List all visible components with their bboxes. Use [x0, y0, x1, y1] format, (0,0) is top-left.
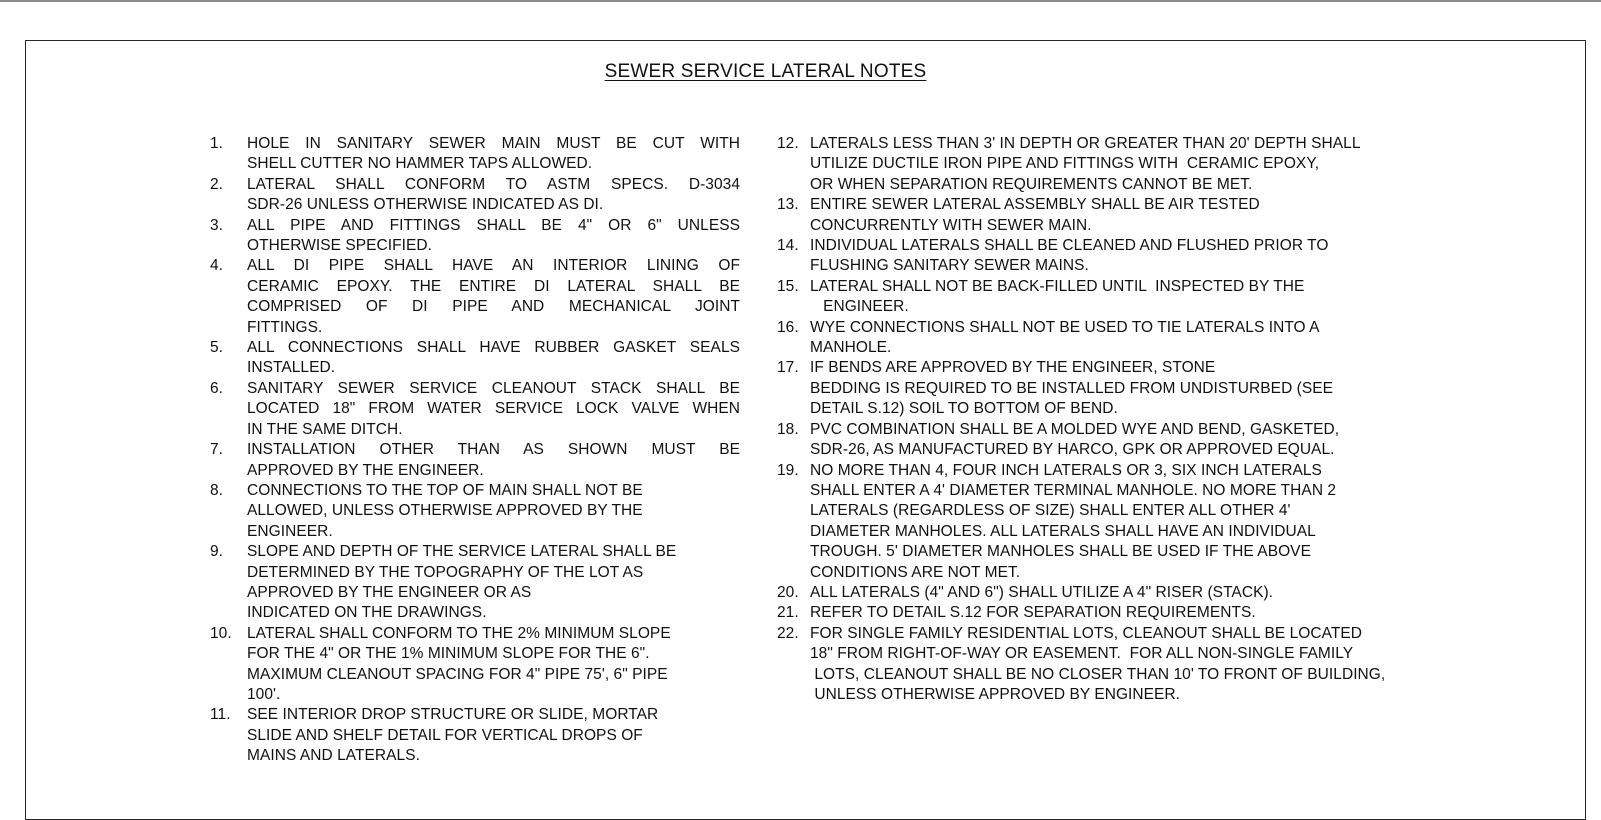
note-item: [777, 461, 1457, 583]
note-line: DETERMINED BY THE TOPOGRAPHY OF THE LOT AS: [247, 563, 644, 581]
note-line: ALL LATERALS (4" AND 6") SHALL UTILIZE A 4" RISER (STACK).: [810, 583, 1274, 601]
note-line: LOCATED 18" FROM WATER SERVICE LOCK VALVE WHEN: [247, 400, 740, 418]
note-text: [810, 358, 1457, 419]
note-line: LATERAL SHALL CONFORM TO ASTM SPECS. D-3034: [247, 175, 740, 193]
note-line: REFER TO DETAIL S.12 FOR SEPARATION REQUIREMENTS.: [810, 604, 1256, 622]
note-line: LATERALS LESS THAN 3' IN DEPTH OR GREATER THAN 20' DEPTH SHALL: [810, 135, 1361, 152]
note-text: [810, 195, 1457, 236]
note-line: UNLESS OTHERWISE APPROVED BY ENGINEER.: [810, 685, 1181, 703]
note-item: [210, 134, 740, 175]
note-line: SANITARY SEWER SERVICE CLEANOUT STACK SHALL BE: [247, 379, 740, 397]
note-line: SEE INTERIOR DROP STRUCTURE OR SLIDE, MORTAR: [247, 706, 659, 724]
note-item: [210, 256, 740, 338]
note-line: 18" FROM RIGHT-OF-WAY OR EASEMENT. FOR ALL NON-SINGLE FAMILY: [810, 645, 1354, 663]
note-item: [777, 195, 1457, 236]
note-item: [777, 277, 1457, 318]
note-line: IF BENDS ARE APPROVED BY THE ENGINEER, STONE: [810, 359, 1216, 377]
note-line: LATERALS (REGARDLESS OF SIZE) SHALL ENTER ALL OTHER 4': [810, 502, 1291, 520]
note-line: ENGINEER.: [810, 298, 909, 316]
note-line: UTILIZE DUCTILE IRON PIPE AND FITTINGS WITH CERAMIC EPOXY,: [810, 155, 1320, 173]
note-line: CERAMIC EPOXY. THE ENTIRE DI LATERAL SHALL BE: [247, 277, 740, 295]
note-item: [777, 134, 1457, 195]
page-top-rule: [0, 0, 1601, 2]
note-line: NO MORE THAN 4, FOUR INCH LATERALS OR 3, SIX INCH LATERALS: [810, 461, 1322, 479]
note-line: IN THE SAME DITCH.: [247, 420, 403, 438]
note-line: OTHERWISE SPECIFIED.: [247, 237, 433, 255]
note-line: SDR-26, AS MANUFACTURED BY HARCO, GPK OR APPROVED EQUAL.: [810, 441, 1335, 459]
note-text: [810, 624, 1457, 706]
note-line: PVC COMBINATION SHALL BE A MOLDED WYE AND BEND, GASKETED,: [810, 420, 1340, 438]
note-text: [810, 461, 1457, 583]
note-line: COMPRISED OF DI PIPE AND MECHANICAL JOINT: [247, 298, 740, 316]
note-number: 4.: [210, 257, 224, 275]
note-text: [810, 420, 1457, 461]
note-number: 9.: [210, 543, 224, 561]
note-line: SDR-26 UNLESS OTHERWISE INDICATED AS DI.: [247, 196, 604, 214]
note-line: LATERAL SHALL NOT BE BACK-FILLED UNTIL INSPECTED BY THE: [810, 277, 1305, 295]
note-item: [777, 603, 1457, 623]
note-line: MAXIMUM CLEANOUT SPACING FOR 4" PIPE 75', 6" PIPE: [247, 665, 668, 683]
notes-column-left: [210, 134, 740, 767]
note-text: [810, 277, 1457, 318]
notes-title: SEWER SERVICE LATERAL NOTES: [604, 61, 927, 82]
note-item: [210, 542, 740, 624]
note-number: 7.: [210, 441, 224, 459]
note-item: [777, 583, 1457, 603]
note-line: ENTIRE SEWER LATERAL ASSEMBLY SHALL BE AIR TESTED: [810, 196, 1260, 214]
note-item: [210, 440, 740, 481]
note-line: SLIDE AND SHELF DETAIL FOR VERTICAL DROPS OF: [247, 726, 643, 744]
note-number: 13.: [777, 196, 799, 214]
note-line: HOLE IN SANITARY SEWER MAIN MUST BE CUT WITH: [247, 135, 740, 152]
note-line: CONNECTIONS TO THE TOP OF MAIN SHALL NOT BE: [247, 481, 643, 499]
note-text: [810, 134, 1457, 195]
note-line: CONCURRENTLY WITH SEWER MAIN.: [810, 216, 1092, 234]
note-number: 19.: [777, 461, 799, 479]
note-item: [210, 705, 740, 766]
note-number: 3.: [210, 216, 224, 234]
note-item: [777, 318, 1457, 359]
note-line: INSTALLATION OTHER THAN AS SHOWN MUST BE: [247, 441, 740, 459]
note-number: 10.: [210, 624, 232, 642]
note-number: 17.: [777, 359, 799, 377]
note-number: 22.: [777, 624, 799, 642]
note-line: FOR THE 4" OR THE 1% MINIMUM SLOPE FOR THE 6".: [247, 645, 650, 663]
note-item: [210, 338, 740, 379]
note-text: [247, 134, 740, 175]
note-text: [247, 624, 740, 706]
note-number: 18.: [777, 420, 799, 438]
note-item: [777, 420, 1457, 461]
note-item: [777, 358, 1457, 419]
note-item: [210, 175, 740, 216]
note-text: [247, 338, 740, 379]
note-line: ALLOWED, UNLESS OTHERWISE APPROVED BY THE: [247, 502, 643, 520]
note-line: OR WHEN SEPARATION REQUIREMENTS CANNOT BE MET.: [810, 175, 1253, 193]
note-text: [810, 318, 1457, 359]
note-line: DIAMETER MANHOLES. ALL LATERALS SHALL HAVE AN INDIVIDUAL: [810, 522, 1316, 540]
note-item: [210, 379, 740, 440]
note-text: [247, 481, 740, 542]
note-number: 2.: [210, 175, 224, 193]
note-line: INDIVIDUAL LATERALS SHALL BE CLEANED AND FLUSHED PRIOR TO: [810, 237, 1329, 255]
note-line: ENGINEER.: [247, 522, 333, 540]
note-line: CONDITIONS ARE NOT MET.: [810, 563, 1021, 581]
note-text: [247, 542, 740, 624]
note-number: 21.: [777, 604, 799, 622]
note-line: TROUGH. 5' DIAMETER MANHOLES SHALL BE USED IF THE ABOVE: [810, 543, 1311, 561]
notes-column-right: [777, 134, 1457, 705]
note-text: [247, 175, 740, 216]
note-text: [247, 379, 740, 440]
note-item: [777, 236, 1457, 277]
note-line: APPROVED BY THE ENGINEER OR AS: [247, 583, 532, 601]
note-number: 5.: [210, 339, 224, 357]
note-line: LOTS, CLEANOUT SHALL BE NO CLOSER THAN 10' TO FRONT OF BUILDING,: [810, 665, 1386, 683]
note-line: INSTALLED.: [247, 359, 336, 377]
note-number: 14.: [777, 237, 799, 255]
note-number: 1.: [210, 135, 224, 152]
note-item: [777, 624, 1457, 706]
note-item: [210, 216, 740, 257]
note-line: ALL DI PIPE SHALL HAVE AN INTERIOR LINING OF: [247, 257, 740, 275]
note-line: SLOPE AND DEPTH OF THE SERVICE LATERAL SHALL BE: [247, 543, 677, 561]
note-line: WYE CONNECTIONS SHALL NOT BE USED TO TIE LATERALS INTO A: [810, 318, 1320, 336]
note-line: INDICATED ON THE DRAWINGS.: [247, 604, 487, 622]
note-text: [810, 583, 1457, 603]
note-item: [210, 481, 740, 542]
note-line: 100'.: [247, 685, 281, 703]
note-text: [247, 256, 740, 338]
note-number: 11.: [210, 706, 231, 724]
note-line: MANHOLE.: [810, 339, 892, 357]
note-number: 6.: [210, 379, 224, 397]
note-line: MAINS AND LATERALS.: [247, 747, 420, 765]
note-text: [810, 603, 1457, 623]
note-text: [247, 216, 740, 257]
note-line: FLUSHING SANITARY SEWER MAINS.: [810, 257, 1089, 275]
note-line: LATERAL SHALL CONFORM TO THE 2% MINIMUM SLOPE: [247, 624, 671, 642]
note-text: [247, 440, 740, 481]
note-line: SHELL CUTTER NO HAMMER TAPS ALLOWED.: [247, 155, 593, 173]
note-number: 15.: [777, 277, 799, 295]
note-line: FOR SINGLE FAMILY RESIDENTIAL LOTS, CLEANOUT SHALL BE LOCATED: [810, 624, 1363, 642]
note-line: ALL CONNECTIONS SHALL HAVE RUBBER GASKET SEALS: [247, 339, 740, 357]
note-item: [210, 624, 740, 706]
note-line: APPROVED BY THE ENGINEER.: [247, 461, 484, 479]
note-number: 16.: [777, 318, 799, 336]
note-number: 8.: [210, 481, 224, 499]
note-line: SHALL ENTER A 4' DIAMETER TERMINAL MANHOLE. NO MORE THAN 2: [810, 481, 1337, 499]
note-text: [810, 236, 1457, 277]
note-line: BEDDING IS REQUIRED TO BE INSTALLED FROM UNDISTURBED (SEE: [810, 379, 1334, 397]
note-line: ALL PIPE AND FITTINGS SHALL BE 4" OR 6" UNLESS: [247, 216, 740, 234]
note-line: DETAIL S.12) SOIL TO BOTTOM OF BEND.: [810, 400, 1118, 418]
note-line: FITTINGS.: [247, 318, 323, 336]
note-number: 20.: [777, 583, 799, 601]
note-number: 12.: [777, 135, 799, 152]
note-text: [247, 705, 740, 766]
